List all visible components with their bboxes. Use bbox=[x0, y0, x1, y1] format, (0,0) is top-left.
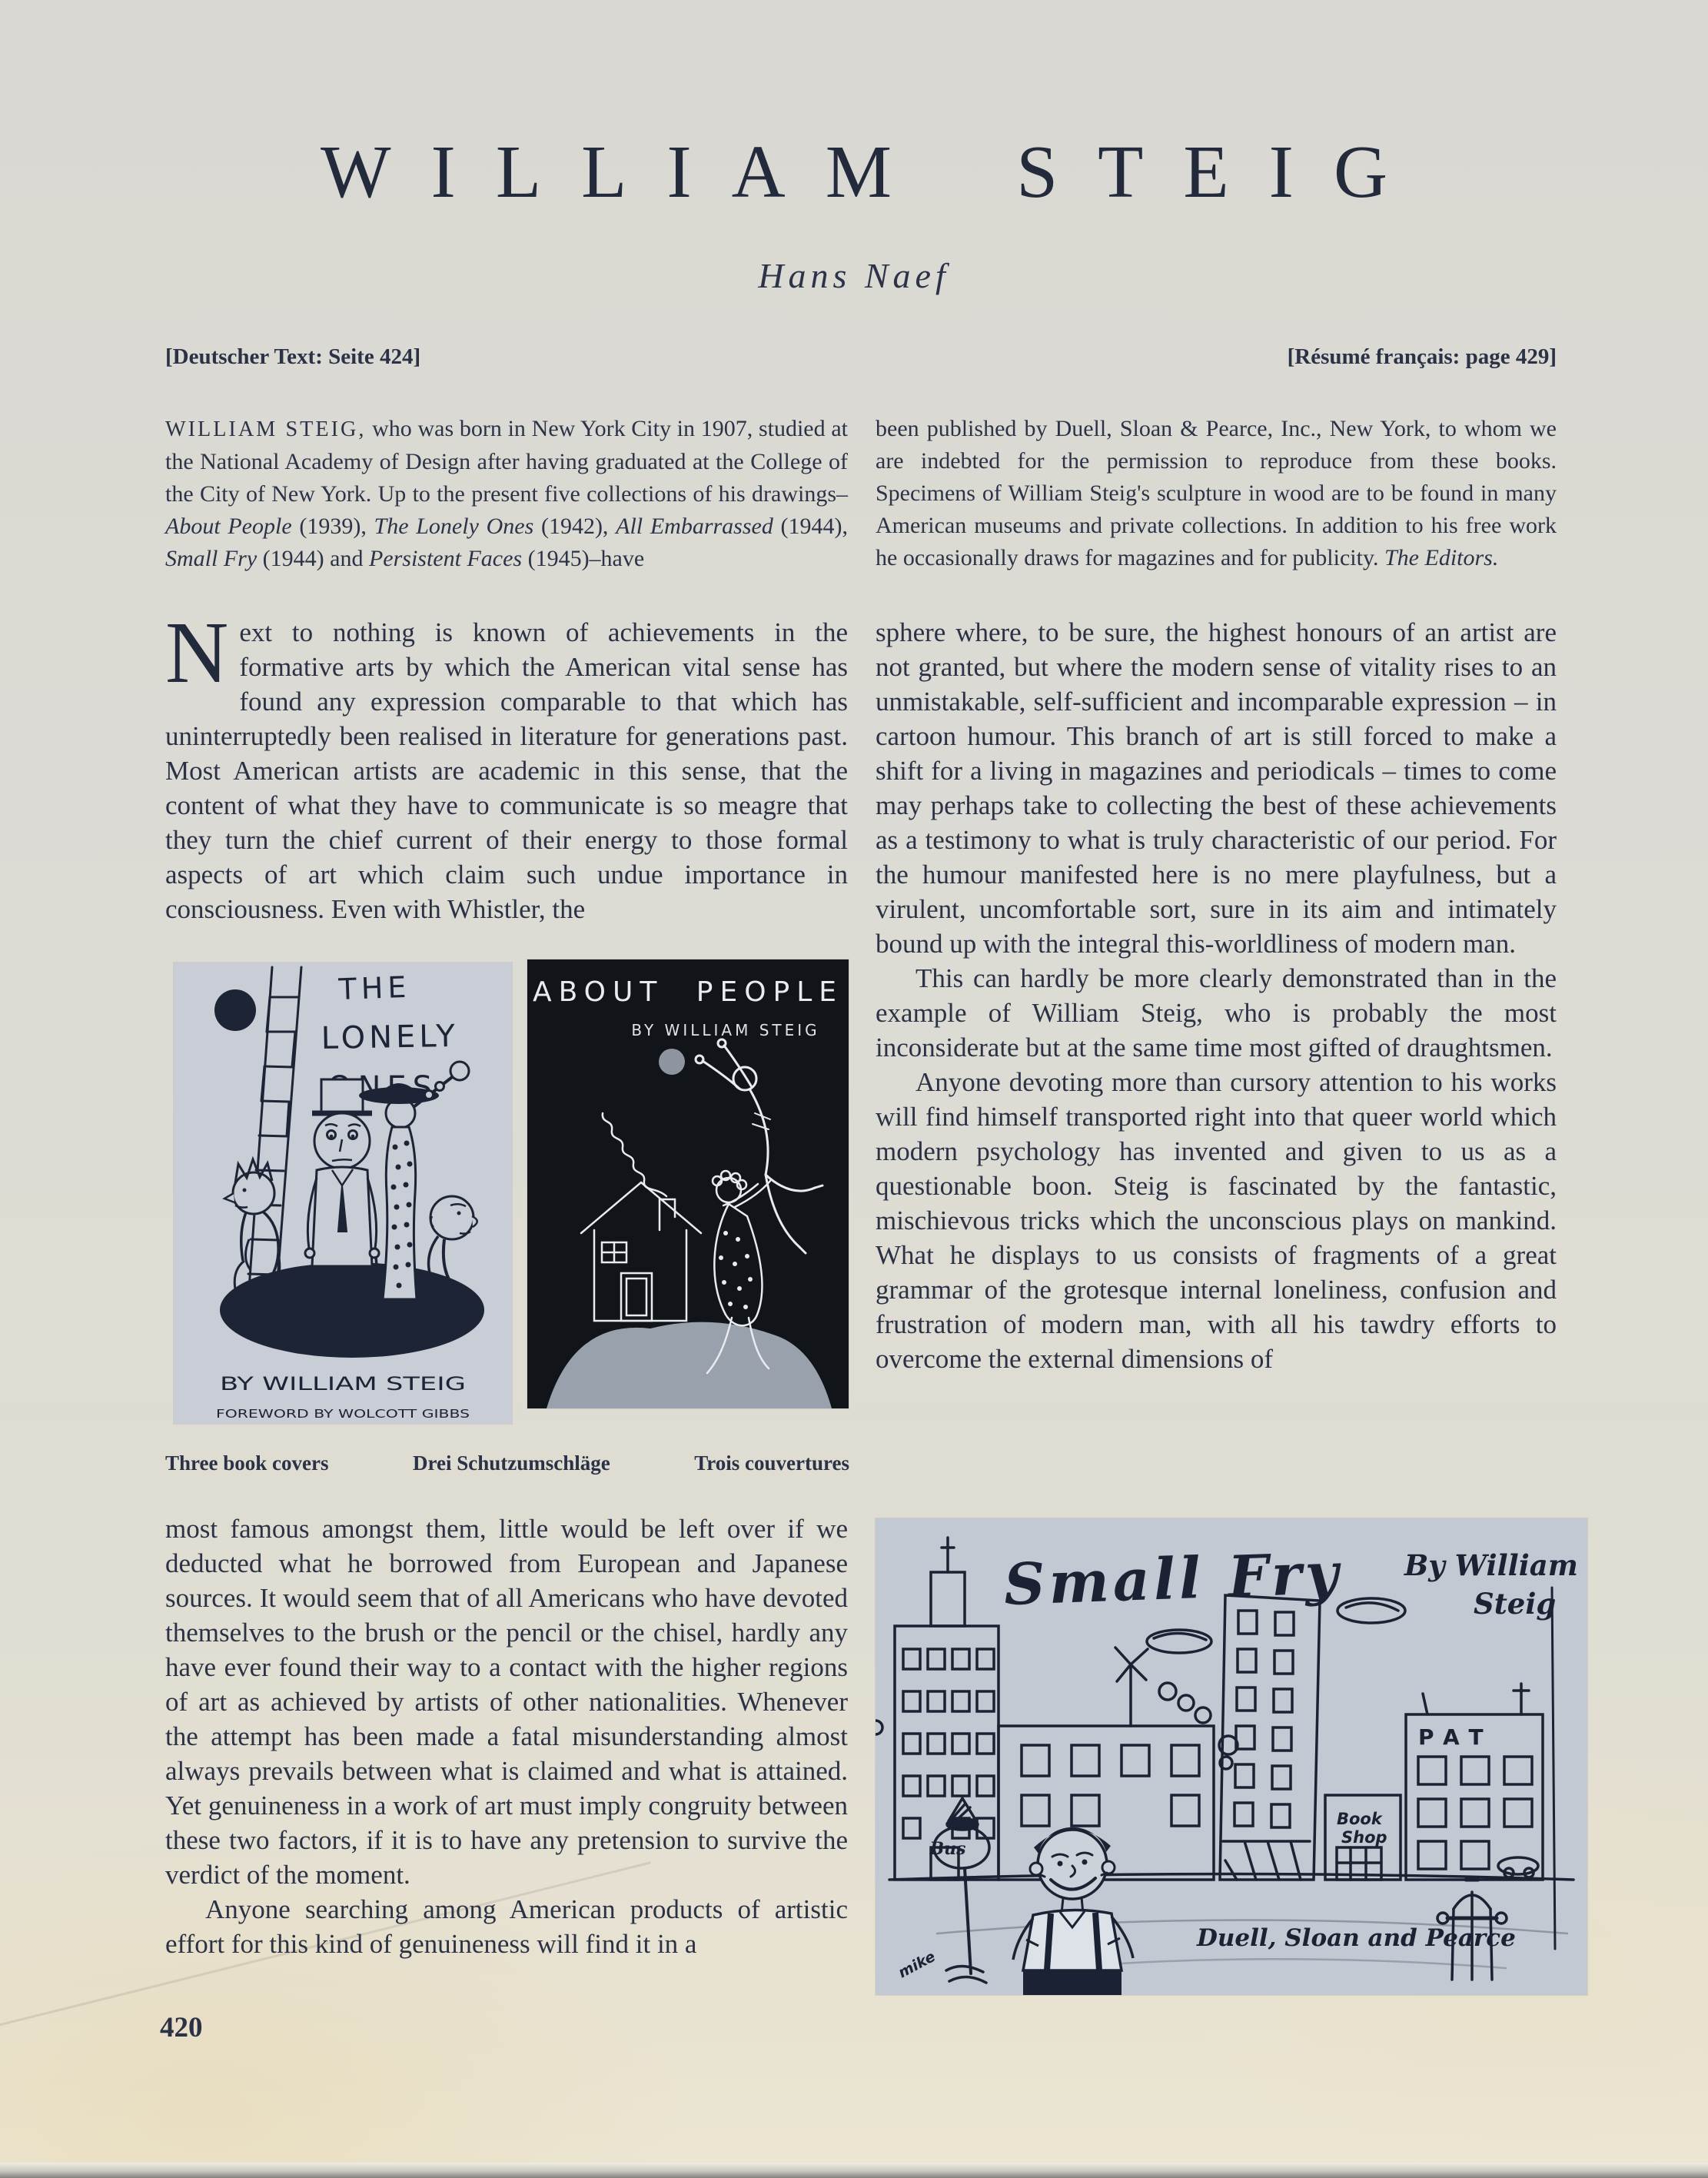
about-people-cover-figure bbox=[527, 959, 849, 1408]
about-people-cover-drawing bbox=[527, 959, 849, 1408]
body-right-para2: This can hardly be more clearly demonstrated than in the example of William Steig, who is probably the most inconsiderate but at the same time most gifted of draughtsmen. bbox=[876, 963, 1557, 1062]
small-fry-publisher: Duell, Sloan and Pearce bbox=[1197, 1924, 1516, 1952]
small-fry-title: Small Fry bbox=[1002, 1540, 1344, 1618]
svg-text:FOREWORD BY WOLCOTT GIBBS: FOREWORD BY WOLCOTT GIBBS bbox=[216, 1407, 470, 1421]
about-people-byline: BY WILLIAM STEIG bbox=[631, 1021, 820, 1039]
page-title: WILLIAM STEIG bbox=[320, 131, 1427, 213]
intro-paragraph-left: WILLIAM STEIG, who was born in New York City in 1907, studied at the National Academy of Design after having graduated at the College of the City of New York. Up to the present five collections of his drawings–About People (1939), The Lonely Ones (1942), All Embarrassed (1944), Small Fry (1944) and Persistent Faces (1945)–have bbox=[165, 416, 849, 571]
bus-sign-label: Bus bbox=[929, 1839, 966, 1859]
small-fry-cover-figure bbox=[876, 1518, 1587, 1995]
drop-cap: N bbox=[165, 604, 229, 701]
author-name: Hans Naef bbox=[758, 256, 950, 295]
body-right-column bbox=[876, 615, 1557, 1376]
about-people-title: ABOUT PEOPLE bbox=[532, 976, 844, 1008]
caption-german: Drei Schutzumschläge bbox=[413, 1451, 610, 1475]
svg-text:BY WILLIAM STEIG: BY WILLIAM STEIG bbox=[220, 1373, 466, 1395]
german-text-note: [Deutscher Text: Seite 424] bbox=[165, 344, 421, 369]
french-resume-note: [Résumé français: page 429] bbox=[1287, 344, 1557, 369]
intro-paragraph-right: been published by Duell, Sloan & Pearce, Inc., New York, to whom we are indebted for the permission to reproduce from these books. Specimens of William Steig's sculpture in wood are to be found in many American museums and private collections. In addition to his free work he occasionally draws for magazines and for publicity. The Editors. bbox=[876, 416, 1557, 570]
caption-english: Three book covers bbox=[165, 1451, 329, 1475]
page-number: 420 bbox=[160, 2012, 203, 2043]
book-shop-line1: Book bbox=[1337, 1810, 1382, 1828]
body-left-bottom bbox=[165, 1511, 848, 1961]
figure-caption bbox=[165, 1451, 849, 1475]
lonely-ones-cover-drawing bbox=[174, 963, 512, 1424]
moon-dot bbox=[214, 989, 256, 1031]
body-right-para3: Anyone devoting more than cursory attention to his works will find himself transported right into that queer world which modern psychology has invented and given to us as a questionable boon. Steig is fascinated by the fantastic, mischievous tricks which the unconscious plays on mankind. What he displays to us consists of fragments of a great grammar of the grotesque internal loneliness, confusion and frustration of modern man, with all his tawdry efforts to overcome the external dimensions of bbox=[876, 1067, 1557, 1374]
svg-text:LONELY: LONELY bbox=[321, 1018, 460, 1056]
small-fry-cover-drawing bbox=[876, 1518, 1587, 1995]
small-fry-byline1: By William bbox=[1404, 1548, 1578, 1582]
pat-sign: PAT bbox=[1418, 1724, 1494, 1750]
language-notes bbox=[165, 344, 1557, 370]
lonely-ones-cover-figure bbox=[174, 963, 512, 1424]
artist-signature: mike bbox=[896, 1947, 939, 1982]
book-shop-line2: Shop bbox=[1341, 1828, 1387, 1847]
caption-french: Trois couvertures bbox=[694, 1451, 849, 1475]
oval-base bbox=[220, 1262, 484, 1358]
svg-text:THE: THE bbox=[337, 969, 412, 1006]
body-left-para2: most famous amongst them, little would be left over if we deducted what he borrowed from European and Japanese sources. It would seem that of all Americans who have devoted themselves to the brush or the pencil or the chisel, hardly any have ever found their way to a contact with the higher regions of art as achieved by artists of other nationalities. Whenever the attempt has been made a fatal misunderstanding almost always prevails between what is claimed and what is attained. Yet genuineness in a work of art must imply congruity between these two factors, if it is to have any pretension to survive the verdict of the moment. bbox=[165, 1514, 848, 1890]
body-left-para1: ext to nothing is known of achievements in the formative arts by which the American vital sense has found any expression comparable to that which has uninterruptedly been realised in literature for generations past. Most American artists are academic in this sense, that the content of what they have to communicate is so meagre that they turn the chief current of their energy to those formal aspects of art which claim such undue importance in consciousness. Even with Whistler, the bbox=[165, 617, 848, 924]
small-fry-byline2: Steig bbox=[1474, 1587, 1557, 1621]
moon bbox=[659, 1049, 685, 1075]
body-right-para1: sphere where, to be sure, the highest honours of an artist are not granted, but where the modern sense of vitality rises to an unmistakable, self-sufficient and incomparable expression – in cartoon humour. This branch of art is still forced to make a shift for a living in magazines and periodicals – times to come may perhaps take to collecting the best of these achievements as a testimony to what is truly characteristic of our period. For the humour manifested here is no mere playfulness, but a virulent, uncomfortable sort, sure in its aim and intimately bound up with the integral this-worldliness of modern man. bbox=[876, 617, 1557, 959]
body-left-para3: Anyone searching among American products of artistic effort for this kind of genuineness will find it in a bbox=[165, 1894, 848, 1959]
body-left-top bbox=[165, 604, 848, 926]
